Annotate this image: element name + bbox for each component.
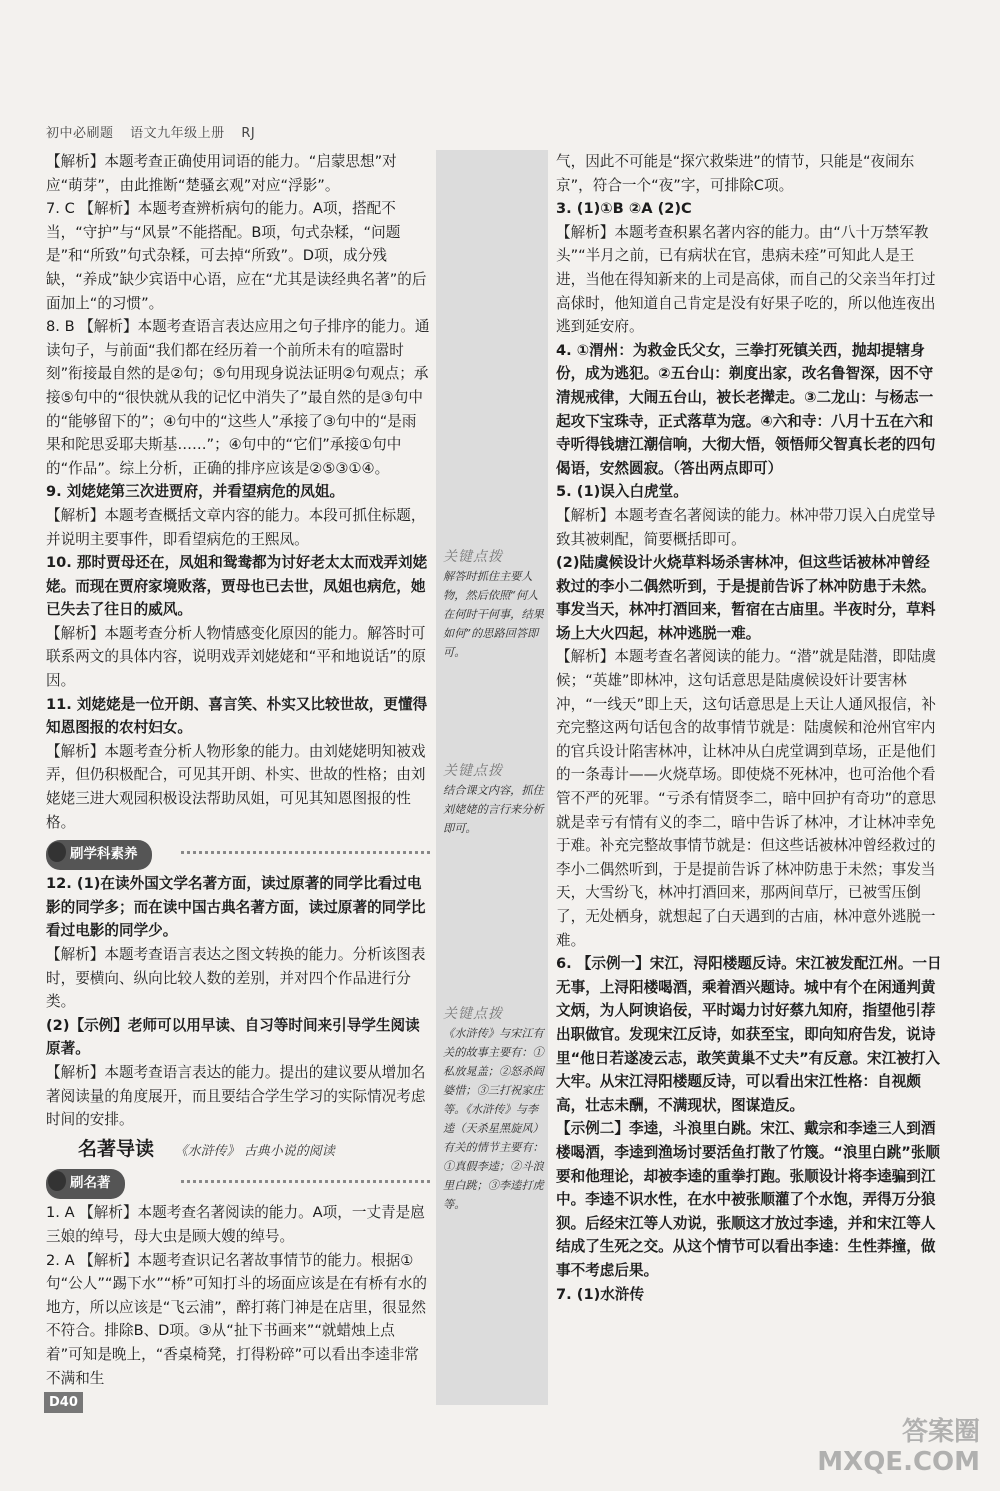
header-subject: 语文九年级上册	[130, 126, 225, 141]
analysis-9: 【解析】本题考查概括文章内容的能力。本段可抓住标题，并说明主要事件，即看望病危的王熙凤。	[46, 506, 426, 548]
side-note-title: 关键点拨	[443, 763, 503, 779]
header-book: 初中必刷题	[46, 126, 114, 141]
analysis-5-2: 【解析】本题考查名著阅读的能力。“潜”就是陆潜，即陆虞候；“英雄”即林冲，这句话意思是陆虞候设奸计要害林冲，“一线天”即上天，这句话意思是上天让人通风报信，补充完整这两句话包含的故事情节就是：陆虞候和沧州官牢内的官兵设计陷害林冲，让林冲从白虎堂调到草场，正是他们的一条毒计——火烧草场。即使烧不死林冲，也可治他个看管不严的死罪。“亏杀有情贤李二，暗中回护有奇功”的意思就是幸亏有情有义的李二，暗中告诉了林冲，才让林冲幸免于难。补充完整故事情节就是：但这些话被林冲曾经救过的李小二偶然听到，于是提前告诉了林冲防患于未然；事发当天，大雪纷飞，林冲打酒回来，那两间草厅，已被雪压倒了，无处栖身，就想起了白天遇到的古庙，林冲意外逃脱一难。	[556, 648, 936, 949]
page-header	[46, 122, 267, 141]
answer-2: 2. A 【解析】本题考查识记名著故事情节的能力。根据①句“公人”“踢下水”“桥”可知打斗的场面应该是在有桥有水的地方，所以应该是“飞云浦”，醉打蒋门神是在店里，很显然不符合。排除B、D项。③从“扯下书画来”“就蜡烛上点着”可知是晚上，“香桌椅凳，打得粉碎”可以看出李逵非常不满和生	[46, 1251, 428, 1387]
side-note-1	[443, 548, 548, 662]
side-note-text: 《水浒传》与宋江有关的故事主要有：①私放晁盖；②怒杀阎婆惜；③三打祝家庄等。《水浒传》与李逵（天杀星黑旋风）有关的情节主要有：①真假李逵；②斗浪里白跳；③李逵打虎等。	[443, 1027, 544, 1211]
side-note-text: 结合课文内容，抓住刘姥姥的言行来分析即可。	[443, 784, 544, 835]
answer-10: 10. 那时贾母还在，凤姐和鸳鸯都为讨好老太太而戏弄刘姥姥。而现在贾府家境败落，贾母也已去世，凤姐也病危，她已失去了往日的威风。	[46, 554, 428, 619]
analysis-3: 【解析】本题考查积累名著内容的能力。由“八十万禁军教头”“半月之前，已有病状在官，患病未痊”可知此人是王进，当他在得知新来的上司是高俅，而自己的父亲当年打过高俅时，他知道自己肯定是没有好果子吃的，所以他连夜出逃到延安府。	[556, 223, 936, 336]
section-heading	[78, 1138, 430, 1164]
analysis-11: 【解析】本题考查分析人物形象的能力。由刘姥姥明知被戏弄，但仍积极配合，可见其开朗、朴实、世故的性格；由刘姥姥三进大观园积极设法帮助凤姐，可见其知恩图报的性格。	[46, 742, 426, 831]
answer-7: 7. C 【解析】本题考查辨析病句的能力。A项，搭配不当，“守护”与“风景”不能搭配。B项，句式杂糅，“问题是”和“所致”句式杂糅，可去掉“所致”。D项，成分残缺，“养成”缺少宾语中心语，应在“尤其是读经典名著”的后面加上“的习惯”。	[46, 200, 427, 312]
answer-6-2: 【示例二】李逵，斗浪里白跳。宋江、戴宗和李逵三人到酒楼喝酒，李逵到渔场讨要活鱼打散了竹篾。“浪里白跳”张顺要和他理论，却被李逵的重拳打跑。张顺设计将李逵骗到江中。李逵不识水性，在水中被张顺灌了个水饱，弄得万分狼狈。后经宋江等人劝说，张顺这才放过李逵，并和宋江等人结成了生死之交。从这个情节可以看出李逵：生性莽撞，做事不考虑后果。	[556, 1120, 941, 1279]
analysis-12-2: 【解析】本题考查语言表达的能力。提出的建议要从增加名著阅读量的角度展开，而且要结合学生学习的实际情况考虑时间的安排。	[46, 1063, 426, 1129]
watermark-logo	[817, 1417, 980, 1477]
answer-3: 3. (1)①B ②A (2)C	[556, 200, 692, 218]
analysis-5-1: 【解析】本题考查名著阅读的能力。林冲带刀误入白虎堂导致其被刺配，简要概括即可。	[556, 506, 936, 548]
side-note-title: 关键点拨	[443, 549, 503, 565]
section-tag: 刷学科素养	[46, 840, 152, 870]
section-bar	[46, 1167, 430, 1197]
text-block: 气，因此不可能是“探穴救柴进”的情节，只能是“夜闹东京”，符合一个“夜”字，可排除C项。	[556, 153, 915, 194]
text-block: 【解析】本题考查正确使用词语的能力。“启蒙思想”对应“萌芽”，由此推断“楚骚玄观”对应“浮影”。	[46, 153, 397, 194]
answer-11: 11. 刘姥姥是一位开朗、喜言笑、朴实又比较世故，更懂得知恩图报的农村妇女。	[46, 695, 428, 737]
section-subtitle: 《水浒传》 古典小说的阅读	[174, 1143, 335, 1159]
side-note-text: 解答时抓住主要人物，然后依照“何人在何时干何事，结果如何”的思路回答即可。	[443, 570, 544, 659]
page-number: D40	[44, 1392, 83, 1413]
section-tag: 刷名著	[46, 1169, 125, 1199]
analysis-12-1: 【解析】本题考查语言表达之图文转换的能力。分析该图表时，要横向、纵向比较人数的差别，并对四个作品进行分类。	[46, 946, 426, 1011]
answer-12-1: 12. (1)在读外国文学名著方面，读过原著的同学比看过电影的同学多；而在读中国古典名著方面，读过原著的同学比看过电影的同学少。	[46, 875, 426, 940]
section-bar	[46, 838, 430, 868]
answer-1: 1. A 【解析】本题考查名著阅读的能力。A项，一丈青是扈三娘的绰号，母大虫是顾大嫂的绰号。	[46, 1204, 425, 1245]
left-column	[46, 150, 430, 1390]
right-column	[556, 150, 942, 1306]
answer-5-1: 5. (1)误入白虎堂。	[556, 483, 688, 501]
answer-8: 8. B 【解析】本题考查语言表达应用之句子排序的能力。通读句子，与前面“我们都在经历着一个前所未有的喧嚣时刻”衔接最自然的是②句；⑤句用现身说法证明②句观点；承接⑤句中的“很快就从我的记忆中消失了”最自然的是③句中的“能够留下的”；④句中的“这些人”承接了③句中的“是雨果和陀思妥耶夫斯基……”；④句中的“它们”承接①句中的“作品”。综上分析，正确的排序应该是②⑤③①④。	[46, 318, 430, 477]
dotted-divider	[181, 1180, 430, 1183]
answer-12-2: (2)【示例】老师可以用早读、自习等时间来引导学生阅读原著。	[46, 1016, 420, 1058]
answer-5-2: (2)陆虞候设计火烧草料场杀害林冲，但这些话被林冲曾经救过的李小二偶然听到，于是提前告诉了林冲防患于未然。事发当天，林冲打酒回来，暂宿在古庙里。半夜时分，草料场上大火四起，林冲逃脱一难。	[556, 554, 936, 642]
answer-4: 4. ①渭州：为救金氏父女，三拳打死镇关西，抛却提辖身份，成为逃犯。②五台山：剃度出家，改名鲁智深，因不守清规戒律，大闹五台山，被长老撵走。③二龙山：与杨志一起攻下宝珠寺，正式落草为寇。④六和寺：八月十五在六和寺听得钱塘江潮信响，大彻大悟，领悟师父智真长老的四句偈语，安然圆寂。（答出两点即可）	[556, 341, 936, 477]
watermark-line1: 答案圈	[901, 1417, 980, 1447]
side-note-3	[443, 1005, 548, 1214]
side-note-2	[443, 762, 548, 838]
header-edition: RJ	[241, 126, 256, 141]
analysis-10: 【解析】本题考查分析人物情感变化原因的能力。解答时可联系两文的具体内容，说明戏弄刘姥姥和“平和地说话”的原因。	[46, 624, 426, 690]
answer-7-right: 7. (1)水浒传	[556, 1285, 645, 1303]
side-note-title: 关键点拨	[443, 1006, 503, 1022]
answer-6-1: 6. 【示例一】宋江，浔阳楼题反诗。宋江被发配江州。一日无事，上浔阳楼喝酒，乘着酒兴题诗。城中有个在闲通判黄文炳，为人阿谀谄佞，平时竭力讨好蔡九知府，指望他引荐出职做官。发现宋江反诗，如获至宝，即向知府告发，说诗里“他日若遂凌云志，敢笑黄巢不丈夫”有反意。宋江被打入大牢。从宋江浔阳楼题反诗，可以看出宋江性格：自视颇高，壮志未酬，不满现状，图谋造反。	[556, 955, 942, 1114]
section-title: 名著导读	[78, 1137, 155, 1160]
dotted-divider	[181, 851, 430, 854]
answer-9: 9. 刘姥姥第三次进贾府，并看望病危的凤姐。	[46, 483, 345, 501]
watermark-line2: MXQE.COM	[817, 1447, 980, 1477]
